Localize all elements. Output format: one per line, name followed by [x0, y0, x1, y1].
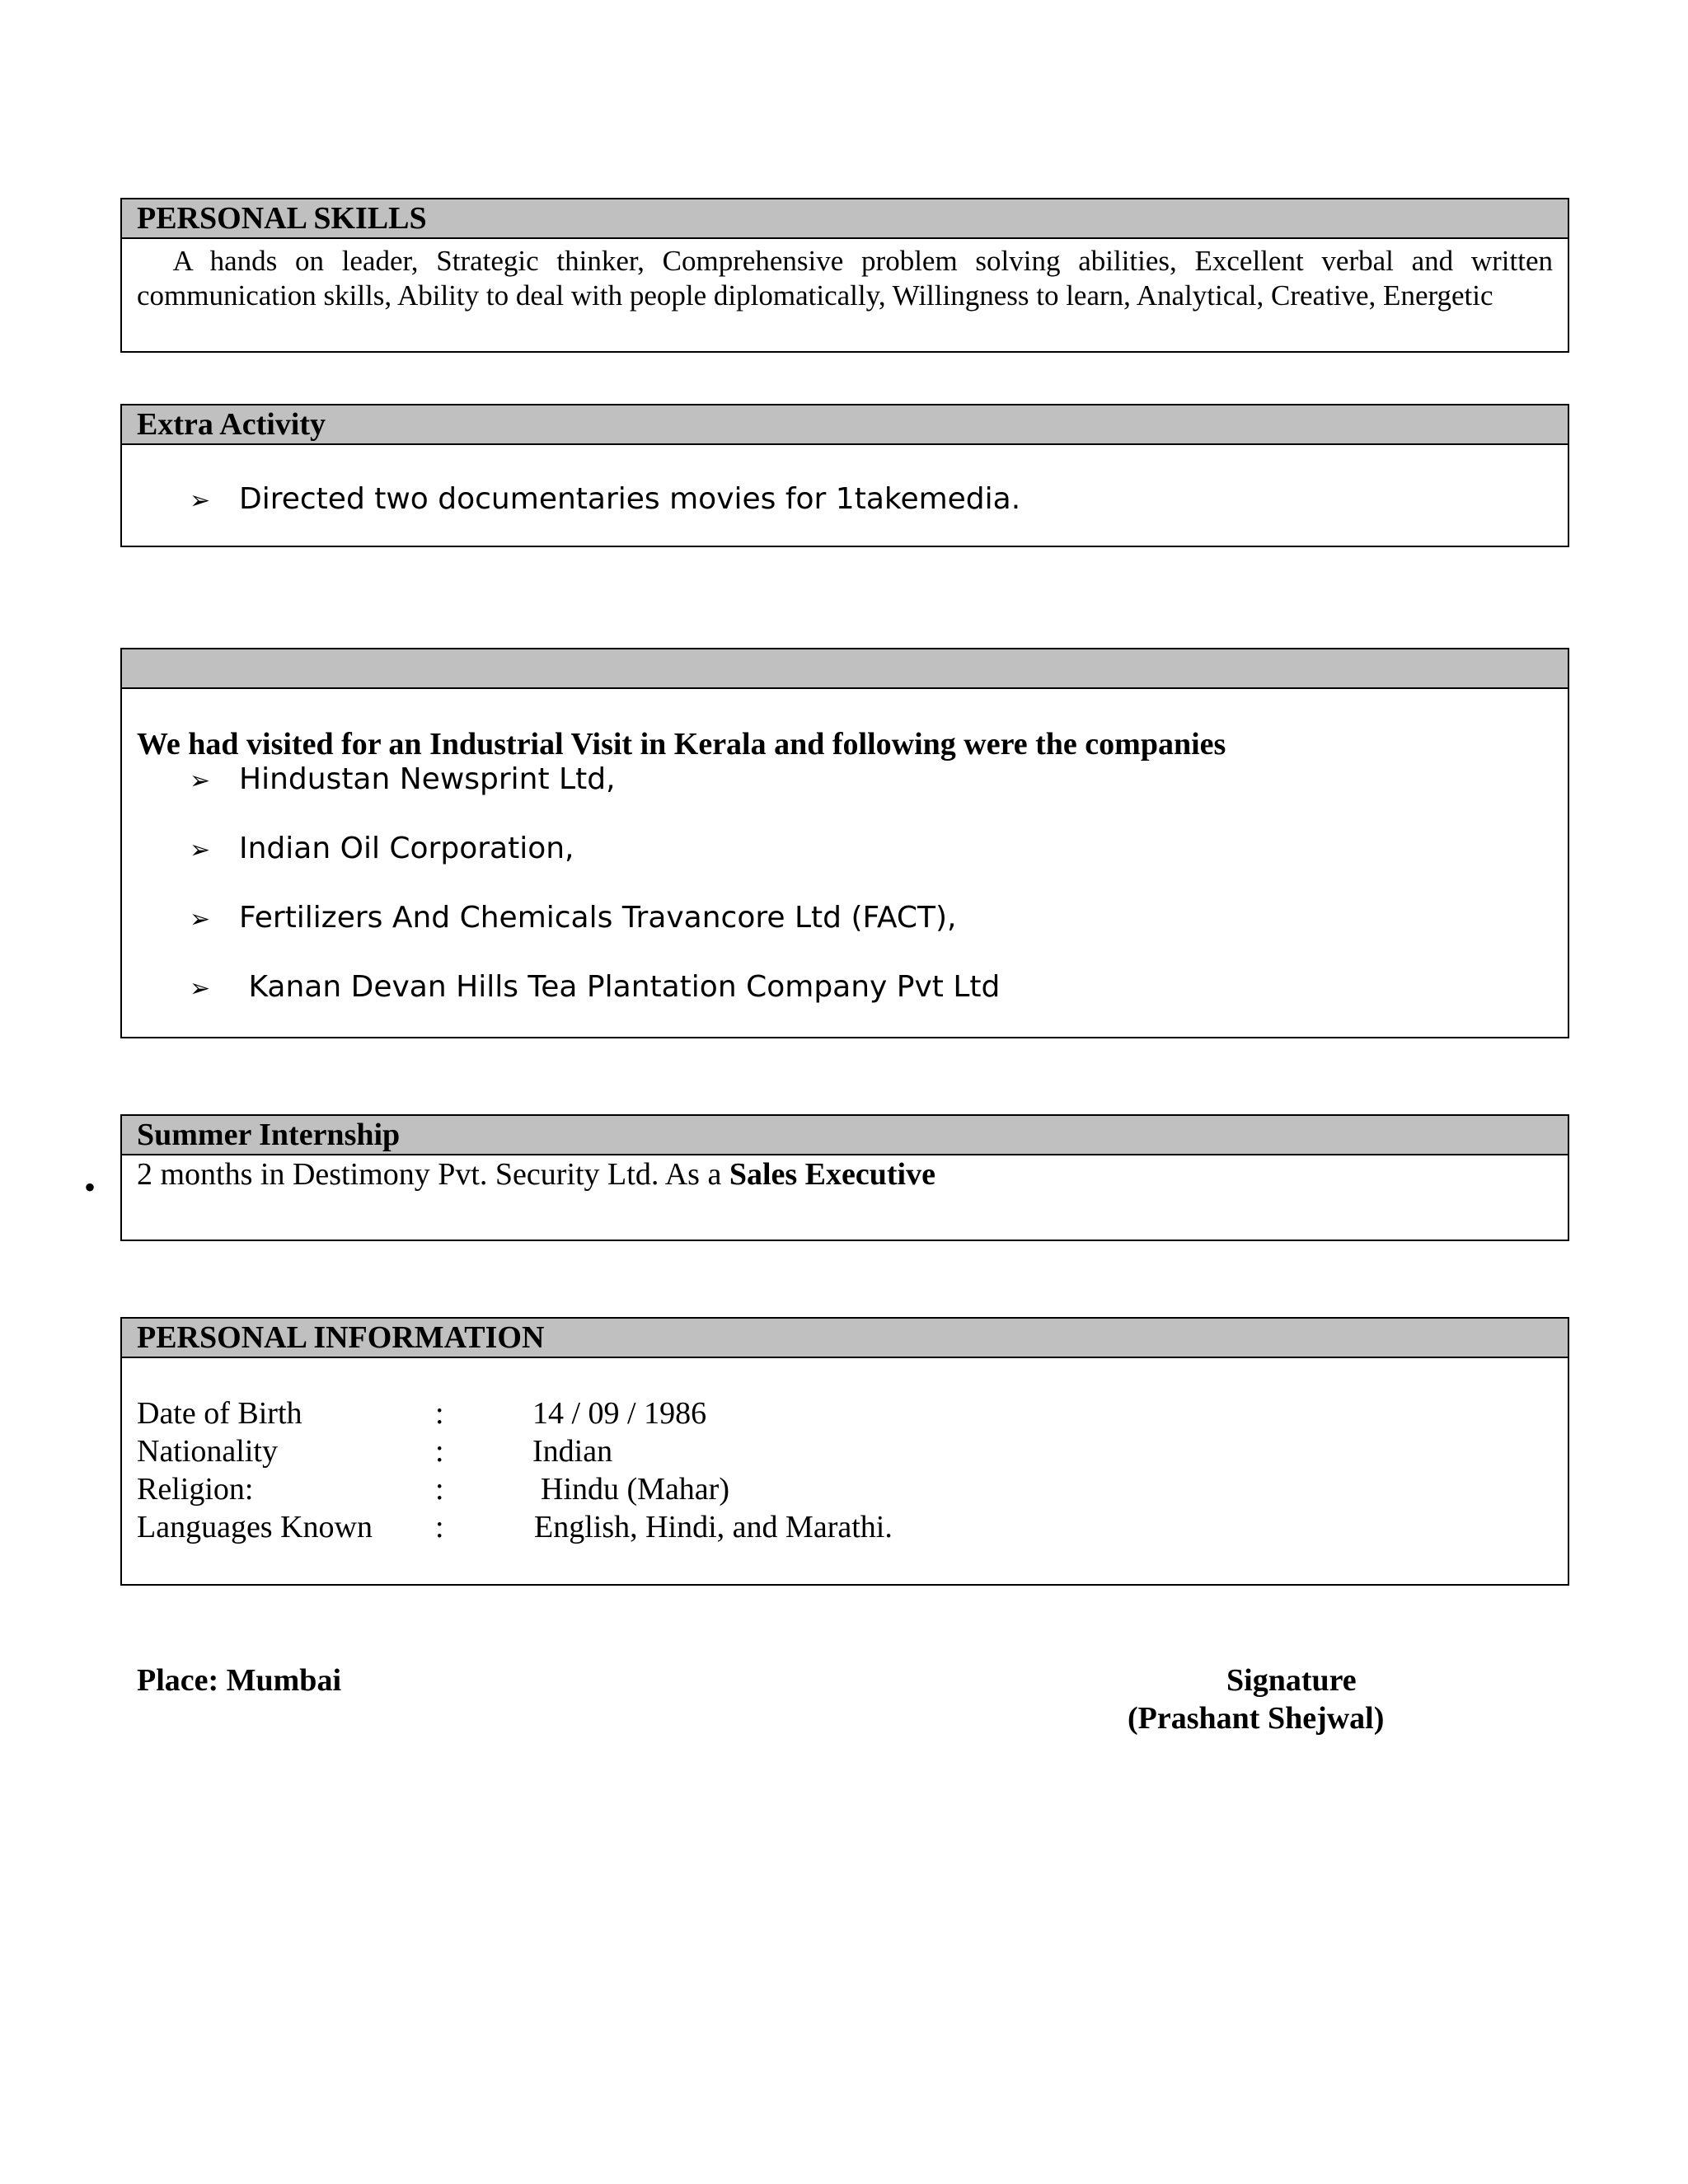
- industrial-visit-section: [120, 648, 1569, 1038]
- info-separator: :: [435, 1472, 444, 1507]
- personal-information-body: [122, 1358, 1568, 1586]
- info-separator: :: [435, 1510, 444, 1544]
- industrial-visit-heading: [122, 649, 1568, 689]
- industrial-visit-item-text: Fertilizers And Chemicals Travancore Ltd (FACT),: [239, 901, 957, 935]
- industrial-visit-item: [190, 900, 957, 938]
- place-label: Place: Mumbai: [137, 1663, 342, 1698]
- info-value: 14 / 09 / 1986: [532, 1396, 707, 1431]
- industrial-visit-item: [190, 762, 616, 799]
- industrial-visit-body: [122, 689, 1568, 1038]
- personal-skills-section: [120, 198, 1569, 353]
- extra-activity-item: [190, 481, 1020, 519]
- info-label: Date of Birth: [137, 1396, 302, 1431]
- summer-internship-section: [120, 1114, 1569, 1241]
- info-separator: :: [435, 1396, 444, 1431]
- personal-information-section: [120, 1317, 1569, 1586]
- arrow-bullet-icon: ➢: [190, 905, 211, 934]
- summer-internship-text: [137, 1155, 935, 1193]
- signature-label: Signature: [1226, 1663, 1357, 1698]
- summer-internship-body: [122, 1155, 1568, 1241]
- info-value: English, Hindi, and Marathi.: [534, 1510, 893, 1544]
- arrow-bullet-icon: ➢: [190, 766, 211, 795]
- industrial-visit-item-text: Indian Oil Corporation,: [239, 832, 574, 865]
- info-label: Religion:: [137, 1472, 254, 1507]
- industrial-visit-item: [190, 831, 574, 869]
- signature-name: (Prashant Shejwal): [1128, 1701, 1385, 1736]
- industrial-visit-intro: We had visited for an Industrial Visit in Kerala and following were the companies: [137, 727, 1226, 762]
- summer-internship-prefix: 2 months in Destimony Pvt. Security Ltd. As a: [137, 1157, 729, 1192]
- info-value: Hindu (Mahar): [541, 1472, 729, 1507]
- extra-activity-body: [122, 445, 1568, 547]
- personal-skills-heading: PERSONAL SKILLS: [122, 199, 1568, 239]
- extra-activity-item-text: Directed two documentaries movies for 1takemedia.: [239, 482, 1021, 516]
- info-label: Languages Known: [137, 1510, 373, 1544]
- industrial-visit-item: [190, 969, 1000, 1007]
- extra-activity-heading: Extra Activity: [122, 405, 1568, 445]
- industrial-visit-item-text: Hindustan Newsprint Ltd,: [239, 762, 616, 796]
- personal-skills-text: [122, 239, 1568, 313]
- summer-internship-heading: Summer Internship: [122, 1116, 1568, 1155]
- arrow-bullet-icon: ➢: [190, 836, 211, 865]
- arrow-bullet-icon: ➢: [190, 486, 211, 515]
- summer-internship-role: Sales Executive: [729, 1157, 935, 1192]
- info-separator: :: [435, 1434, 444, 1469]
- personal-information-heading: PERSONAL INFORMATION: [122, 1319, 1568, 1358]
- extra-activity-section: [120, 404, 1569, 547]
- bullet-dot-icon: •: [84, 1169, 96, 1206]
- info-label: Nationality: [137, 1434, 278, 1469]
- personal-skills-text-content: A hands on leader, Strategic thinker, Comprehensive problem solving abilities, Excellent verbal and written communication skills, Ability to deal with people diplomatically, Willingness to learn, Analytical, Creative, Energetic: [137, 245, 1554, 312]
- industrial-visit-item-text: Kanan Devan Hills Tea Plantation Company Pvt Ltd: [248, 970, 1001, 1004]
- info-value: Indian: [532, 1434, 613, 1469]
- arrow-bullet-icon: ➢: [190, 974, 211, 1003]
